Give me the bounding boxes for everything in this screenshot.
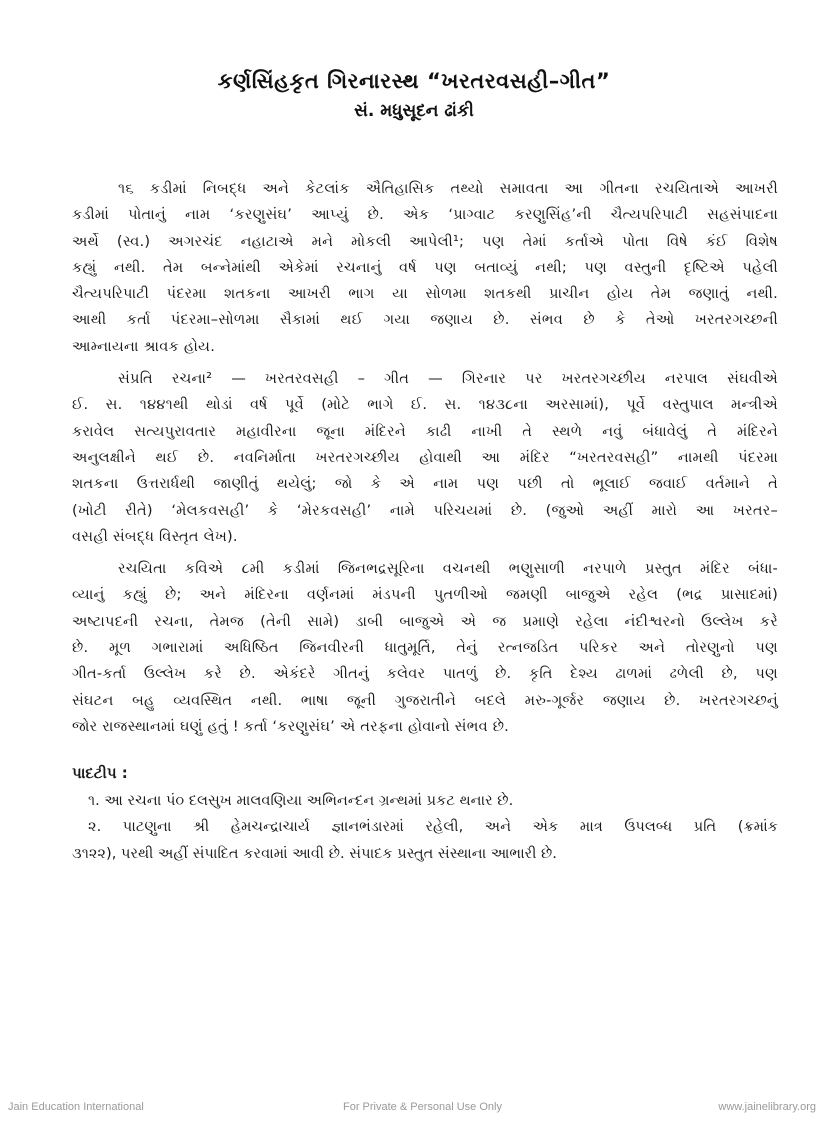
text-line: અષ્ટાપદની રચના, તેમજ (તેની સામે) ડાબી બાજુએ એ જ પ્રમાણે રહેલા નંદીશ્વરનો ઉલ્લેખ કરે bbox=[72, 612, 778, 630]
text-line: ગીત-કર્તા ઉલ્લેખ કરે છે. એકંદરે ગીતનું કલેવર પાતળું છે. કૃતિ દેશ્ય ઢાળમાં ઢળેલી છે, પણ bbox=[72, 665, 778, 683]
title-block bbox=[0, 66, 828, 124]
text-line: અર્થે (સ્વ.) અગરચંદ નહાટાએ મને મોકલી આપેલી¹; પણ તેમાં કર્તાએ પોતા વિષે કંઈ વિશેષ bbox=[72, 232, 778, 250]
page-title: કર્ણસિંહકૃત ગિરનારસ્થ “ખરતરવસહી–ગીત” bbox=[217, 69, 611, 93]
footnote-2: ૨. પાટણુના શ્રી હેમચન્દ્રાચાર્ય જ્ઞાનભંડારમાં રહેલી, અને એક માત્ર ઉપલબ્ધ પ્રતિ (ક્રમાંક bbox=[88, 818, 778, 836]
text-line: અનુલક્ષીને થઈ છે. નવનિર્માતા ખરતરગચ્છીય હોવાથી આ મંદિર “ખરતરવસહી” નામથી પંદરમા bbox=[72, 448, 778, 466]
text-line: જોર રાજસ્થાનમાં ઘણું હતું ! કર્તા ‘કરણુસંઘ’ એ તરફના હોવાનો સંભવ છે. bbox=[72, 717, 510, 735]
text-line: શતકના ઉત્તરાર્ધથી જાણીતું થયેલું; જો કે એ નામ પણ પછી તો ભૂલાઈ જવાઈ વર્તમાને તે bbox=[72, 475, 778, 493]
text-line: કરાવેલ સત્યપુરાવતાર મહાવીરના જૂના મંદિરને કાઢી નાખી તે સ્થળે નવું બંધાવેલું તે મંદિરને bbox=[72, 422, 778, 440]
author-line: સં. મધુસૂદન ઢાંકી bbox=[354, 101, 474, 121]
text-line: ઈ. સ. ૧૪૪૧થી થોડાં વર્ષ પૂર્વે (મોટે ભાગે ઈ. સ. ૧૪૩૮ના અરસામાં), પૂર્વે વસ્તુપાલ મન્ત્રીએ bbox=[72, 396, 778, 414]
footer-publisher: Jain Education International bbox=[8, 1101, 144, 1113]
footer-usage-notice: For Private & Personal Use Only bbox=[343, 1101, 502, 1113]
paragraph-1 bbox=[72, 176, 778, 360]
footnotes-section bbox=[72, 760, 778, 867]
paragraph-2 bbox=[72, 366, 778, 550]
footnotes-heading: પાદટીપ : bbox=[72, 764, 128, 782]
paragraph-3 bbox=[72, 556, 778, 740]
text-line: (ખોટી રીતે) ‘મેલકવસહી’ કે ‘મેરકવસહી’ નામે પરિચયમાં છે. (જુઓ અહીં મારો આ ખરતર– bbox=[72, 501, 778, 519]
text-line: છે. મૂળ ગભારામાં અધિષ્ઠિત જિનવીરની ધાતુમૂર્તિ, તેનું રત્નજડિત પરિકર અને તોરણુનો પણ bbox=[72, 639, 778, 657]
article-body bbox=[72, 176, 778, 746]
text-line: સંઘટન બહુ વ્યવસ્થિત નથી. ભાષા જૂની ગુજરાતીને બદલે મરુ-ગૂર્જર જણાય છે. ખરતરગચ્છનું bbox=[72, 691, 778, 709]
footnote-2-continued: ૩૧૨૨), પરથી અહીં સંપાદિત કરવામાં આવી છે. સંપાદક પ્રસ્તુત સંસ્થાના આભારી છે. bbox=[72, 844, 557, 862]
page-footer bbox=[0, 1101, 828, 1119]
text-line: સંપ્રતિ રચના² — ખરતરવસહી – ગીત — ગિરનાર પર ખરતરગચ્છીય નરપાલ સંઘવીએ bbox=[118, 370, 778, 388]
footer-website-link[interactable]: www.jainelibrary.org bbox=[718, 1101, 816, 1113]
text-line: કહ્યું નથી. તેમ બન્નેમાંથી એકેમાં રચનાનું વર્ષ પણ બતાવ્યું નથી; પણ વસ્તુની દૃષ્ટિએ પહેલી bbox=[72, 258, 778, 276]
text-line: વ્યાનું કહ્યું છે; અને મંદિરના વર્ણનમાં મંડપની પુતળીઓ જમણી બાજુએ રહેલ (ભદ્ર પ્રાસાદમાં) bbox=[72, 586, 778, 604]
text-line: આથી કર્તા પંદરમા–સોળમા સૈકામાં થઈ ગયા જણાય છે. સંભવ છે કે તેઓ ખરતરગચ્છની bbox=[72, 311, 778, 329]
text-line: ચૈત્યપરિપાટી પંદરમા શતકના આખરી ભાગ યા સોળમા શતકથી પ્રાચીન હોય તેમ જણાતું નથી. bbox=[72, 285, 778, 303]
text-line: વસહી સંબદ્ધ વિસ્તૃત લેખ). bbox=[72, 527, 238, 545]
text-line: આમ્નાયના શ્રાવક હોય. bbox=[72, 337, 216, 355]
text-line: રચયિતા કવિએ ૮મી કડીમાં જિનભદ્રસૂરિના વચનથી ભણુસાળી નરપાળે પ્રસ્તુત મંદિર બંધા- bbox=[118, 560, 778, 578]
footnote-1: ૧. આ રચના પં૦ દલસુખ માલવણિયા અભિનન્દન ગ્રન્થમાં પ્રકટ થનાર છે. bbox=[88, 792, 514, 809]
text-line: કડીમાં પોતાનું નામ ‘કરણુસંઘ’ આપ્યું છે. એક ‘પ્રાગ્વાટ કરણુસિંહ’ની ચૈત્યપરિપાટી સહસંપાદના bbox=[72, 206, 778, 224]
text-line: ૧૬ કડીમાં નિબદ્ધ અને કેટલાંક ઐતિહાસિક તથ્યો સમાવતા આ ગીતના રચયિતાએ આખરી bbox=[118, 180, 778, 197]
